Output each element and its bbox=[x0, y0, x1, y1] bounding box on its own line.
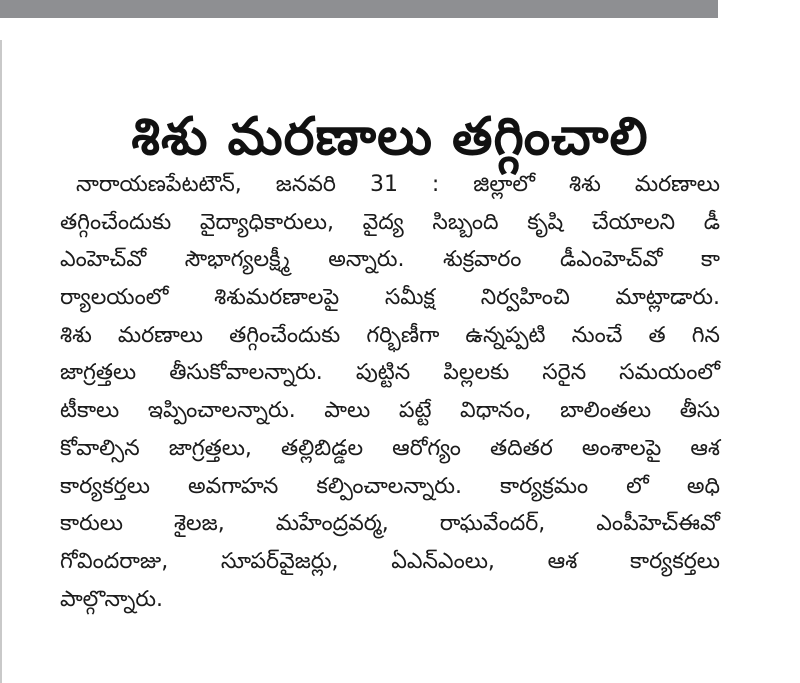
article-line: శిశు మరణాలు తగ్గించేందుకు గర్భిణీగా ఉన్నప్పటి నుంచే త గిన bbox=[60, 322, 720, 348]
article-line: కారులు శైలజ, మహేంద్రవర్మ, రాఘవేందర్, ఎంపీహెచ్‌ఈవో bbox=[60, 511, 720, 537]
headline: శిశు మరణాలు తగ్గించాలి bbox=[131, 106, 649, 167]
article-line: తగ్గించేందుకు వైద్యాధికారులు, వైద్య సిబ్బంది కృషి చేయాలని డీ bbox=[60, 209, 720, 235]
article-line: పాల్గొన్నారు. bbox=[60, 586, 164, 612]
article-body bbox=[60, 166, 720, 618]
article-line: ఎంహెచ్‌వో సౌభాగ్యలక్ష్మీ అన్నారు. శుక్రవారం డీఎంహెచ్‌వో కా bbox=[60, 247, 720, 273]
article-line: నారాయణపేటటౌన్, జనవరి 31 : జిల్లాలో శిశు మరణాలు bbox=[76, 172, 720, 197]
article-line: టీకాలు ఇప్పించాలన్నారు. పాలు పట్టే విధానం, బాలింతలు తీసు bbox=[60, 398, 720, 424]
article-line: గోవిందరాజు, సూపర్‌వైజర్లు, ఏఎన్‌ఎంలు, ఆశ కార్యకర్తలు bbox=[60, 548, 720, 574]
article-line: కార్యకర్తలు అవగాహన కల్పించాలన్నారు. కార్యక్రమం లో అధి bbox=[60, 473, 720, 499]
top-gray-bar bbox=[0, 0, 718, 18]
article-line: ర్యాలయంలో శిశుమరణాలపై సమీక్ష నిర్వహించి మాట్లాడారు. bbox=[60, 285, 720, 311]
article-line: కోవాల్సిన జాగ్రత్తలు, తల్లిబిడ్డల ఆరోగ్యం తదితర అంశాలపై ఆశ bbox=[60, 435, 720, 461]
article-line: జాగ్రత్తలు తీసుకోవాలన్నారు. పుట్టిన పిల్లలకు సరైన సమయంలో bbox=[60, 360, 720, 386]
